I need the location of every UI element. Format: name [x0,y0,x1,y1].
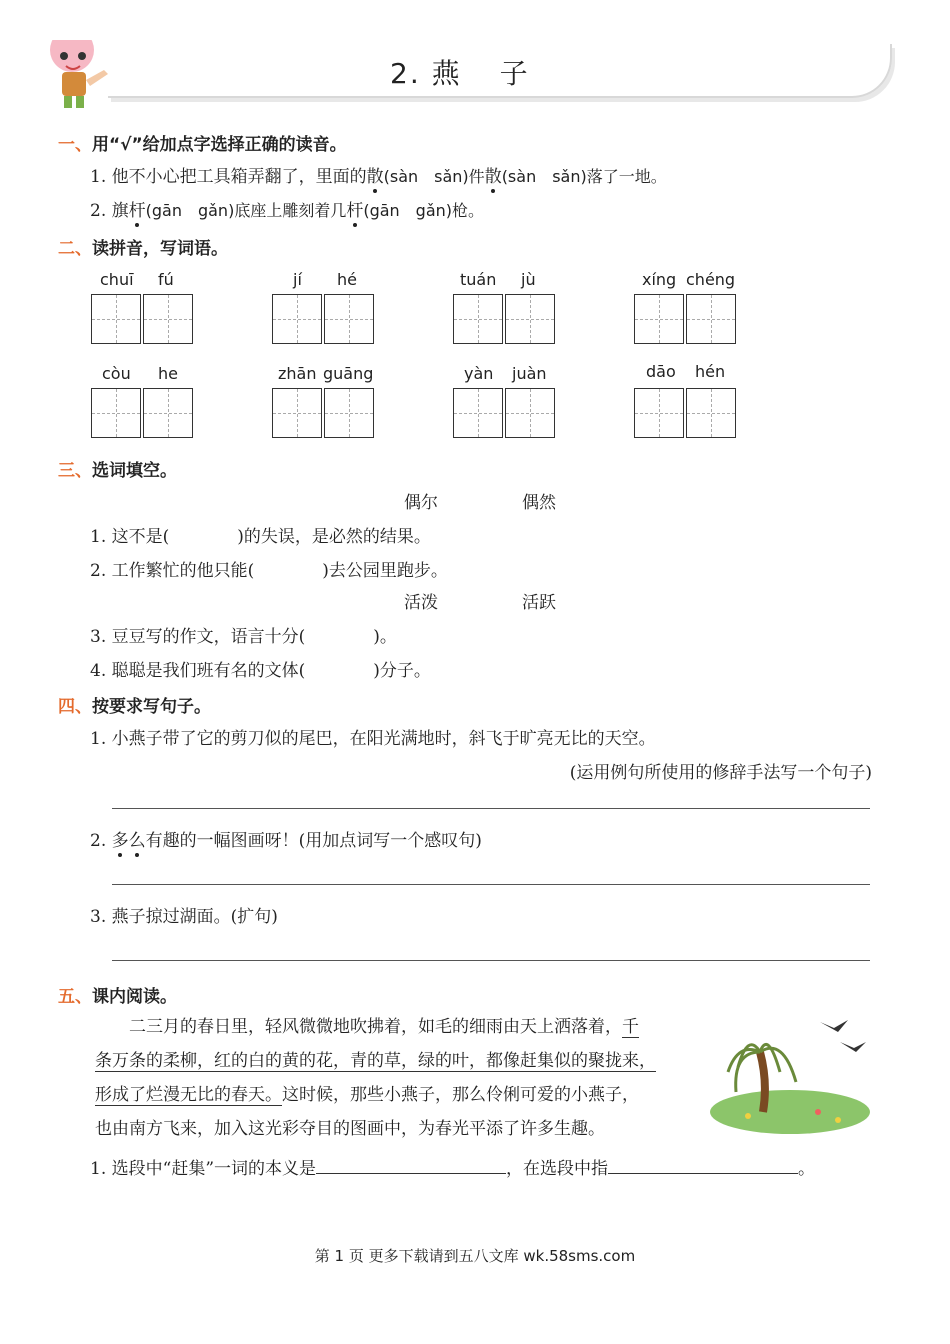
writing-box[interactable] [505,388,555,438]
writing-box[interactable] [272,388,322,438]
writing-box[interactable] [143,294,193,344]
pinyin-label: chuī [100,270,134,289]
section-3-heading: 三、选词填空。 [58,461,177,481]
writing-box[interactable] [143,388,193,438]
pinyin-label: fú [158,270,174,289]
pinyin-label: hé [337,270,357,289]
word-choice: 活泼 [404,593,438,613]
section-4-requirement: (运用例句所使用的修辞手法写一个句子) [569,763,872,783]
answer-line[interactable] [112,884,870,885]
pinyin-label: jù [521,270,536,289]
pinyin-label: jí [293,270,302,289]
section-5-question-1: 1. 选段中“赶集”一词的本义是 ，在选段中指 。 [90,1154,815,1179]
section-4-question-3: 3. 燕子掠过湖面。(扩句) [90,907,278,927]
section-5-heading: 五、课内阅读。 [58,987,177,1007]
mascot-icon [42,40,126,110]
pinyin-label: tuán [460,270,497,289]
writing-box[interactable] [324,294,374,344]
writing-box[interactable] [634,388,684,438]
writing-box[interactable] [686,388,736,438]
writing-box[interactable] [453,388,503,438]
pinyin-label: xíng [642,270,677,289]
writing-box[interactable] [91,388,141,438]
section-1-heading: 一、用“√”给加点字选择正确的读音。 [58,135,347,155]
word-choice: 偶尔 [404,493,438,513]
section-3-question-4: 4. 聪聪是我们班有名的文体( )分子。 [90,661,431,681]
willow-swallow-illustration [708,1012,873,1137]
section-4-heading: 四、按要求写句子。 [58,697,211,717]
pinyin-label: chéng [686,270,736,289]
pinyin-label: hén [695,362,726,381]
word-choice: 活跃 [522,593,556,613]
pinyin-label: dāo [646,362,676,381]
answer-line[interactable] [112,960,870,961]
writing-box[interactable] [324,388,374,438]
pinyin-label: guāng [323,364,374,383]
writing-box[interactable] [505,294,555,344]
section-4-question-2: 2. 多么有趣的一幅图画呀！(用加点词写一个感叹句) [90,826,482,851]
writing-box[interactable] [634,294,684,344]
pinyin-label: zhān [278,364,317,383]
writing-box[interactable] [272,294,322,344]
answer-blank[interactable] [316,1155,506,1174]
section-3-question-1: 1. 这不是( )的失误，是必然的结果。 [90,527,431,547]
word-choice: 偶然 [522,493,556,513]
section-1-question-1: 1. 他不小心把工具箱弄翻了，里面的散(sàn sǎn)件散(sàn sǎn)落了一地。 [90,162,667,187]
section-1-question-2: 2. 旗杆(gān gǎn)底座上雕刻着几杆(gān gǎn)枪。 [90,196,484,221]
section-3-question-2: 2. 工作繁忙的他只能( )去公园里跑步。 [90,561,448,581]
writing-box[interactable] [453,294,503,344]
writing-box[interactable] [686,294,736,344]
pinyin-label: còu [102,364,131,383]
pinyin-label: juàn [512,364,547,383]
section-2-heading: 二、读拼音，写词语。 [58,239,228,259]
reading-passage: 二三月的春日里，轻风微微地吹拂着，如毛的细雨由天上洒落着，千 条万条的柔柳，红的白的黄的花，青的草，绿的叶，都像赶集似的聚拢来， 形成了烂漫无比的春天。这时候，那些小燕子，那么伶俐可爱的小燕子， 也由南方飞来，加入这光彩夺目的图画中，为春光平添了许多生趣。 [95,1017,656,1139]
page-footer: 第 1 页 更多下载请到五八文库 wk.58sms.com [314,1247,636,1265]
pinyin-label: he [158,364,178,383]
section-3-question-3: 3. 豆豆写的作文，语言十分( )。 [90,627,397,647]
pinyin-label: yàn [464,364,494,383]
answer-line[interactable] [112,808,870,809]
page-title: 2. 燕 子 [390,57,530,90]
answer-blank[interactable] [608,1155,798,1174]
writing-box[interactable] [91,294,141,344]
section-4-question-1: 1. 小燕子带了它的剪刀似的尾巴，在阳光满地时，斜飞于旷亮无比的天空。 [90,729,656,749]
